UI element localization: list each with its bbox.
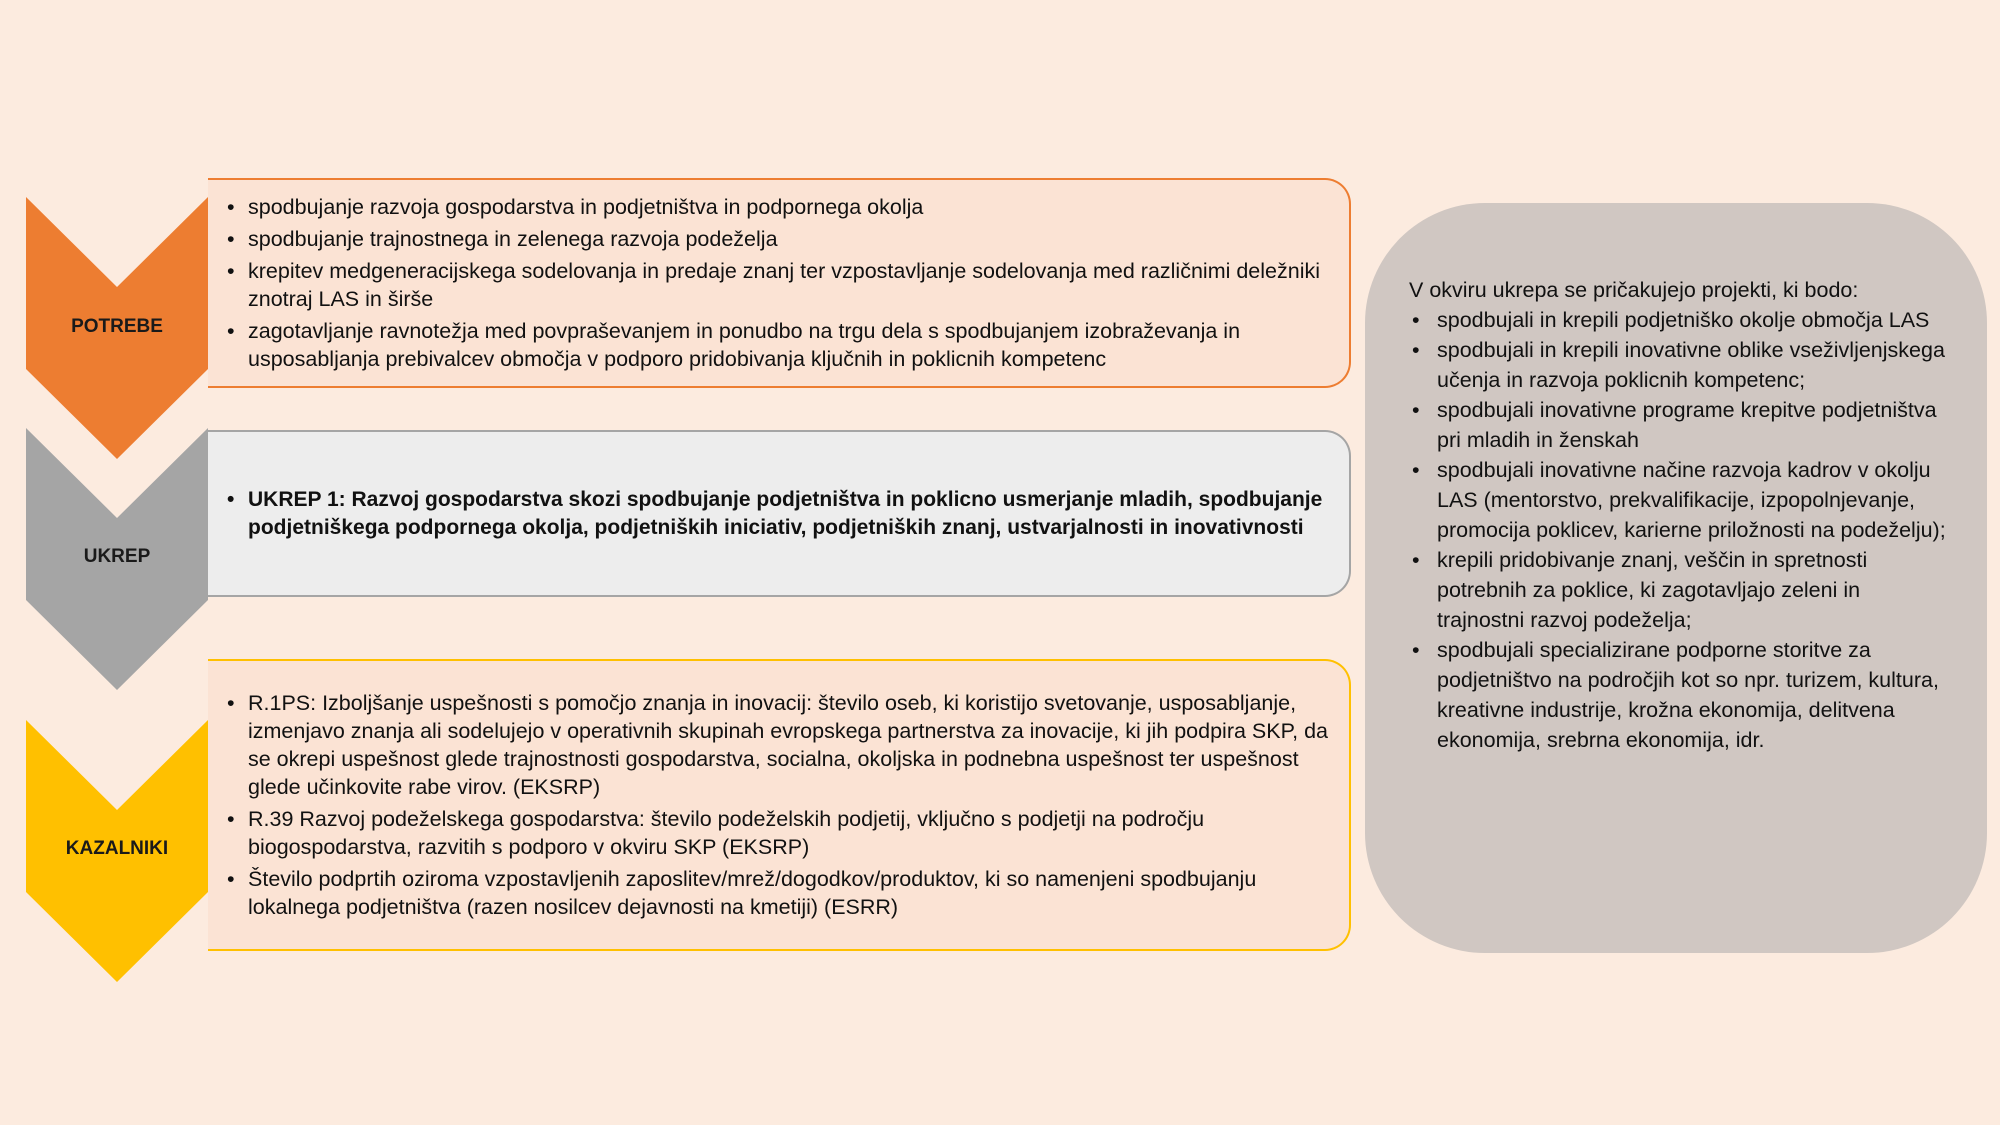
list-item: • spodbujali in krepili podjetniško okolje območja LAS	[1409, 305, 1947, 335]
ukrep-list	[224, 486, 1335, 542]
list-item: • krepitev medgeneracijskega sodelovanja in predaje znanj ter vzpostavljanje sodelovanja med različnimi deležniki znotraj LAS in širše	[224, 257, 1335, 313]
potrebe-box	[208, 178, 1351, 388]
list-item: • spodbujanje trajnostnega in zelenega razvoja podeželja	[224, 225, 1335, 253]
potrebe-label: POTREBE	[71, 316, 163, 337]
kazalniki-box	[208, 659, 1351, 951]
panel-list	[1409, 305, 1947, 755]
list-item: • krepili pridobivanje znanj, veščin in spretnosti potrebnih za poklice, ki zagotavljajo zeleni in trajnostni razvoj podeželja;	[1409, 545, 1947, 635]
list-item: • R.39 Razvoj podeželskega gospodarstva: število podeželskih podjetij, vključno s podjetji na področju biogospodarstva, razvitih s podporo v okviru SKP (EKSRP)	[224, 805, 1335, 861]
expected-projects-panel	[1365, 203, 1987, 953]
ukrep-label: UKREP	[83, 546, 151, 567]
panel-intro: V okviru ukrepa se pričakujejo projekti, ki bodo:	[1409, 278, 1859, 302]
list-item: • R.1PS: Izboljšanje uspešnosti s pomočjo znanja in inovacij: število oseb, ki koristijo svetovanje, usposabljanje, izmenjavo znanja ali sodelujejo v operativnih skupinah evropskega partnerstva za inovacije, ki jih podpira SKP, da se okrepi uspešnost glede trajnostnosti gospodarstva, socialna, okoljska in podnebna uspešnost ter uspešnost glede učinkovite rabe virov. (EKSRP)	[224, 689, 1335, 801]
kazalniki-list	[224, 689, 1335, 921]
list-item: • Število podprtih oziroma vzpostavljenih zaposlitev/mrež/dogodkov/produktov, ki so namenjeni spodbujanju lokalnega podjetništva (razen nosilcev dejavnosti na kmetiji) (ESRR)	[224, 865, 1335, 921]
list-item: • spodbujanje razvoja gospodarstva in podjetništva in podpornega okolja	[224, 193, 1335, 221]
ukrep-box	[208, 430, 1351, 597]
list-item: • UKREP 1: Razvoj gospodarstva skozi spodbujanje podjetništva in poklicno usmerjanje mladih, spodbujanje podjetniškega podpornega okolja, podjetniških iniciativ, podjetniških znanj, ustvarjalnosti in inovativnosti	[224, 486, 1335, 542]
potrebe-list	[224, 193, 1335, 373]
list-item: • spodbujali inovativne načine razvoja kadrov v okolju LAS (mentorstvo, prekvalifikacije, izpopolnjevanje, promocija poklicev, karierne priložnosti na podeželju);	[1409, 455, 1947, 545]
list-item: • zagotavljanje ravnotežja med povpraševanjem in ponudbo na trgu dela s spodbujanjem izobraževanja in usposabljanja prebivalcev območja v podporo pridobivanja ključnih in poklicnih kompetenc	[224, 317, 1335, 373]
list-item: • spodbujali specializirane podporne storitve za podjetništvo na področjih kot so npr. turizem, kultura, kreativne industrije, krožna ekonomija, delitvena ekonomija, srebrna ekonomija, idr.	[1409, 635, 1947, 755]
list-item: • spodbujali in krepili inovativne oblike vseživljenjskega učenja in razvoja poklicnih kompetenc;	[1409, 335, 1947, 395]
list-item: • spodbujali inovativne programe krepitve podjetništva pri mladih in ženskah	[1409, 395, 1947, 455]
kazalniki-label: KAZALNIKI	[65, 838, 169, 859]
